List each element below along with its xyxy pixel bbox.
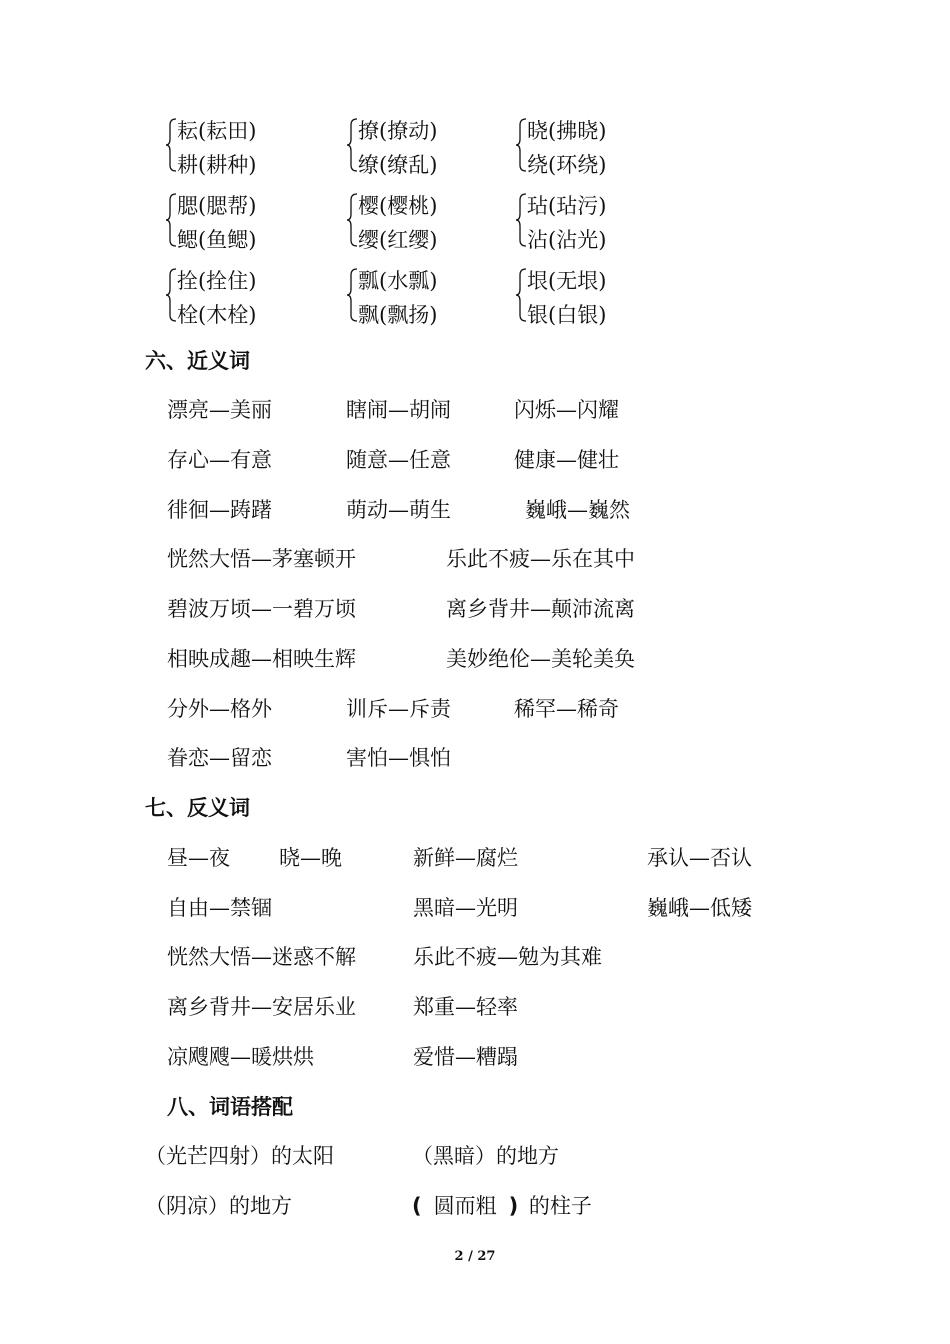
antonym-item: 凉飕飕—暖烘烘 [167, 1045, 314, 1069]
word-pair [346, 263, 516, 327]
synonym-item: 萌动—萌生 [346, 498, 451, 522]
word-pair [515, 188, 685, 252]
synonym-item: 相映成趣—相映生辉 [167, 647, 356, 671]
antonym-item: 自由—禁锢 [167, 896, 272, 920]
pair-bottom: 缨(红缨) [358, 228, 438, 252]
pair-bottom: 耕(耕种) [177, 153, 257, 177]
synonym-item: 离乡背井—颠沛流离 [446, 597, 635, 621]
open-paren: ( [412, 1194, 422, 1218]
pair-top: 樱(樱桃) [358, 194, 438, 218]
synonym-item: 瞎闹—胡闹 [346, 398, 451, 422]
synonym-item: 存心—有意 [167, 448, 272, 472]
close-paren: ) [508, 1194, 519, 1218]
section-heading: 八、词语搭配 [167, 1095, 293, 1119]
pair-top: 瓢(水瓢) [358, 269, 438, 293]
antonym-item: 乐此不疲—勉为其难 [413, 945, 602, 969]
antonym-item: 承认—否认 [647, 846, 752, 870]
pair-top: 撩(撩动) [358, 119, 438, 143]
collocation-rest: 的柱子 [528, 1194, 592, 1218]
pair-top: 垠(无垠) [527, 269, 607, 293]
word-pair [165, 188, 335, 252]
pair-top: 耘(耘田) [177, 119, 257, 143]
synonym-item: 漂亮—美丽 [167, 398, 272, 422]
collocation-item: （黑暗）的地方 [412, 1144, 559, 1168]
antonym-item: 郑重—轻率 [413, 995, 518, 1019]
page-number: 2 / 27 [454, 1249, 496, 1264]
pair-top: 晓(拂晓) [527, 119, 607, 143]
collocation-item: （光芒四射）的太阳 [145, 1144, 334, 1168]
synonym-item: 美妙绝伦—美轮美奂 [446, 647, 635, 671]
collocation-item: （阴凉）的地方 [145, 1194, 292, 1218]
synonym-item: 稀罕—稀奇 [514, 697, 619, 721]
pair-top: 玷(玷污) [527, 194, 607, 218]
section-heading: 七、反义词 [145, 796, 250, 820]
synonym-item: 分外—格外 [167, 697, 272, 721]
synonym-item: 徘徊—踌躇 [167, 498, 272, 522]
pair-bottom: 沾(沾光) [527, 228, 607, 252]
antonym-item: 晓—晚 [279, 846, 342, 870]
synonym-item: 乐此不疲—乐在其中 [446, 547, 635, 571]
word-pair [515, 263, 685, 327]
word-pair [346, 188, 516, 252]
pair-bottom: 栓(木栓) [177, 303, 257, 327]
synonym-item: 眷恋—留恋 [167, 746, 272, 770]
pair-bottom: 鳃(鱼鳃) [177, 228, 257, 252]
synonym-item: 闪烁—闪耀 [514, 398, 619, 422]
pair-bottom: 银(白银) [527, 303, 607, 327]
antonym-item: 昼—夜 [167, 846, 230, 870]
antonym-item: 爱惜—糟蹋 [413, 1045, 518, 1069]
antonym-item: 新鲜—腐烂 [413, 846, 518, 870]
word-pair [346, 113, 516, 177]
section-heading: 六、近义词 [145, 349, 250, 373]
antonym-item: 巍峨—低矮 [647, 896, 752, 920]
pair-bottom: 飘(飘扬) [358, 303, 438, 327]
collocation-item [412, 1193, 592, 1219]
antonym-item: 恍然大悟—迷惑不解 [167, 945, 356, 969]
antonym-item: 离乡背井—安居乐业 [167, 995, 356, 1019]
pair-top: 腮(腮帮) [177, 194, 257, 218]
word-pair [165, 263, 335, 327]
word-pair [515, 113, 685, 177]
word-pair [165, 113, 335, 177]
synonym-item: 随意—任意 [346, 448, 451, 472]
pair-bottom: 缭(缭乱) [358, 153, 438, 177]
synonym-item: 碧波万顷—一碧万顷 [167, 597, 356, 621]
synonym-item: 恍然大悟—茅塞顿开 [167, 547, 356, 571]
antonym-item: 黑暗—光明 [413, 896, 518, 920]
pair-top: 拴(拴住) [177, 269, 257, 293]
collocation-word: 圆而粗 [433, 1194, 497, 1218]
synonym-item: 训斥—斥责 [346, 697, 451, 721]
pair-bottom: 绕(环绕) [527, 153, 607, 177]
synonym-item: 健康—健壮 [514, 448, 619, 472]
synonym-item: 巍峨—巍然 [525, 498, 630, 522]
synonym-item: 害怕—惧怕 [346, 746, 451, 770]
